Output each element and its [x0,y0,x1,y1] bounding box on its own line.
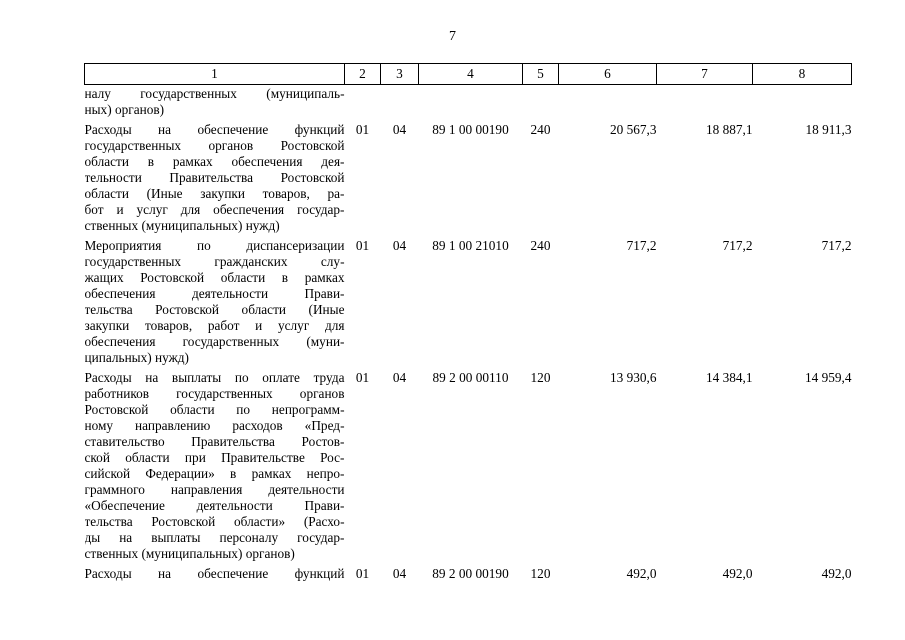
budget-table [84,63,852,582]
target-article-code: 89 2 00 00110 [432,370,509,385]
row-description [85,562,345,582]
subsection-code: 04 [392,122,407,137]
amount-col-7: 492,0 [722,566,753,581]
amount-col-7: 717,2 [722,238,753,253]
target-article-code [419,85,523,119]
table-row [85,562,852,582]
description-line: тельства Ростовской области» (Расхо- [84,514,345,529]
expense-type-code: 240 [530,122,551,137]
description-line: области (Иные закупки товаров, ра- [84,186,345,201]
header-row [85,64,852,85]
section-code [345,85,381,119]
target-article-code: 89 1 00 00190 [432,122,509,137]
description-line: ных) органов) [84,102,165,117]
subsection-code: 04 [392,566,407,581]
description-line: ципальных) нужд) [84,350,189,365]
table-row [85,234,852,366]
description-line: Мероприятия по диспансеризации [84,238,345,253]
target-article-code: 89 2 00 00190 [432,566,509,581]
amount-col-7 [657,85,753,119]
amount-col-7: 14 384,1 [705,370,753,385]
description-line: Расходы на выплаты по оплате труда [84,370,345,385]
amount-col-6: 20 567,3 [609,122,657,137]
row-description [85,118,345,234]
description-line: ственных (муниципальных) нужд) [84,218,280,233]
description-line: ской области при Правительстве Рос- [84,450,345,465]
section-code: 01 [355,238,370,253]
subsection-code: 04 [392,370,407,385]
col-header-3: 3 [381,64,419,85]
page-number: 7 [449,29,456,44]
col-header-2: 2 [345,64,381,85]
description-line: тельности Правительства Ростовской [84,170,345,185]
row-description [85,234,345,366]
amount-col-8: 14 959,4 [804,370,852,385]
description-line: ственных (муниципальных) органов) [84,546,295,561]
subsection-code: 04 [392,238,407,253]
target-article-code: 89 1 00 21010 [432,238,509,253]
col-header-1: 1 [85,64,345,85]
section-code: 01 [355,566,370,581]
amount-col-8 [753,85,852,119]
description-line: области в рамках обеспечения дея- [84,154,345,169]
expense-type-code: 120 [530,566,551,581]
subsection-code [381,85,419,119]
expense-type-code: 240 [530,238,551,253]
description-line: бот и услуг для обеспечения государ- [84,202,345,217]
col-header-7: 7 [657,64,753,85]
description-line: граммного направления деятельности [84,482,345,497]
description-line: ставительство Правительства Ростов- [84,434,345,449]
col-header-6: 6 [559,64,657,85]
amount-col-6: 492,0 [626,566,657,581]
description-line: закупки товаров, работ и услуг для [84,318,345,333]
description-line: ному направлению расходов «Пред- [84,418,345,433]
table-row [85,366,852,562]
description-line: Ростовской области по непрограмм- [84,402,345,417]
amount-col-8: 717,2 [821,238,852,253]
amount-col-6: 717,2 [626,238,657,253]
row-description [85,85,345,119]
expense-type-code: 120 [530,370,551,385]
description-line: обеспечения деятельности Прави- [84,286,345,301]
col-header-4: 4 [419,64,523,85]
section-code: 01 [355,370,370,385]
expense-type-code [523,85,559,119]
col-header-5: 5 [523,64,559,85]
description-line: обеспечения государственных (муни- [84,334,345,349]
amount-col-7: 18 887,1 [705,122,753,137]
amount-col-6: 13 930,6 [609,370,657,385]
description-line: работников государственных органов [84,386,345,401]
description-line: Расходы на обеспечение функций [84,122,345,137]
description-line: «Обеспечение деятельности Прави- [84,498,345,513]
amount-col-6 [559,85,657,119]
description-line: государственных гражданских слу- [84,254,345,269]
col-header-8: 8 [753,64,852,85]
table-row [85,85,852,119]
amount-col-8: 492,0 [821,566,852,581]
description-line: ды на выплаты персоналу государ- [84,530,345,545]
table-row [85,118,852,234]
section-code: 01 [355,122,370,137]
description-line: сийской Федерации» в рамках непро- [84,466,345,481]
amount-col-8: 18 911,3 [805,122,852,137]
description-line: Расходы на обеспечение функций [84,566,345,581]
description-line: налу государственных (муниципаль- [84,86,345,101]
description-line: жащих Ростовской области в рамках [84,270,345,285]
description-line: государственных органов Ростовской [84,138,345,153]
row-description [85,366,345,562]
description-line: тельства Ростовской области (Иные [84,302,345,317]
